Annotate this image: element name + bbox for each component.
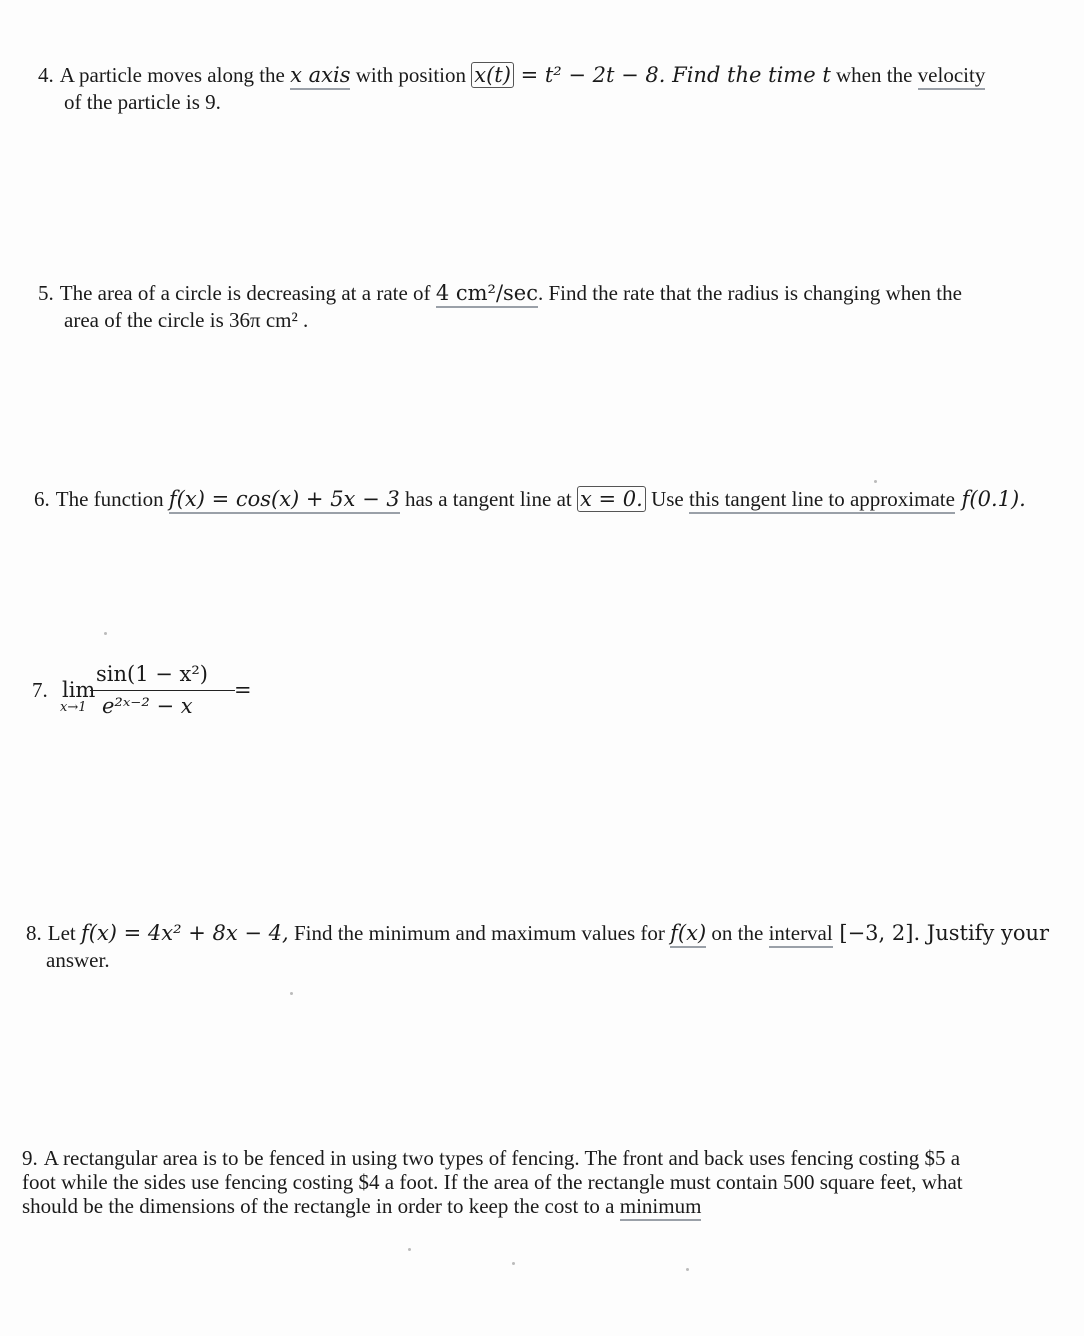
problem-7 <box>32 660 252 736</box>
problem-5-decreasing: decreasing <box>246 281 337 305</box>
problem-5-text-c: . Find the rate that the radius is changing when the <box>537 281 962 305</box>
limit-subscript: x→1 <box>60 700 87 715</box>
problem-6-function: f(x) = cos(x) + 5x − 3 <box>169 487 400 514</box>
problem-8 <box>26 920 1066 974</box>
limit-denominator: e²ˣ⁻² − x <box>102 694 193 718</box>
problem-7-number: 7. <box>32 678 48 702</box>
scan-speck <box>408 1248 411 1251</box>
problem-8-line-2: answer. <box>46 948 110 972</box>
problem-6-text-d: f(0.1). <box>954 487 1026 511</box>
problem-5-text-a: The area of a circle is <box>59 281 247 305</box>
limit-numerator: sin(1 − x²) <box>96 662 208 686</box>
limit-word: lim <box>62 678 96 702</box>
problem-9-line-1: A rectangular area is to be fenced in using two types of fencing. The front and back uses fencing costing $5 a <box>43 1146 961 1170</box>
problem-6 <box>34 486 1074 513</box>
problem-5-rate: 4 cm²/sec <box>436 281 538 308</box>
problem-6-text-a: The function <box>55 487 169 511</box>
scan-speck <box>512 1262 515 1265</box>
problem-5-text-b: at a rate of <box>336 281 436 305</box>
problem-8-fx: f(x) <box>670 921 706 948</box>
problem-4 <box>38 62 1038 116</box>
limit-equals: = <box>234 678 252 702</box>
problem-9-line-3: should be the dimensions of the rectangle in order to keep the cost to a <box>22 1194 620 1218</box>
problem-4-line-2: of the particle is 9. <box>64 90 221 114</box>
problem-4-position-function: x(t) <box>471 62 514 88</box>
problem-4-text-b: with position <box>350 63 472 87</box>
problem-6-point: x = 0. <box>577 486 646 512</box>
problem-6-text-b: has a tangent line at <box>399 487 577 511</box>
problem-4-velocity: velocity <box>918 63 986 90</box>
problem-9-minimum: minimum <box>620 1194 702 1221</box>
scan-speck <box>686 1268 689 1271</box>
problem-9-line-2: foot while the sides use fencing costing $4 a foot. If the area of the rectangle must contain 500 square feet, what <box>22 1170 963 1194</box>
problem-5 <box>38 280 1048 334</box>
problem-8-text-d: [−3, 2]. Justify your <box>832 921 1050 945</box>
fraction-bar <box>90 690 235 691</box>
problem-5-line-2: area of the circle is 36π cm² . <box>64 308 309 332</box>
problem-6-number: 6. <box>34 487 50 511</box>
problem-4-t-variable: t <box>822 63 831 87</box>
problem-8-interval: interval <box>769 921 833 948</box>
problem-6-text-c: Use <box>645 487 689 511</box>
problem-6-this-tangent: this tangent line to approximate <box>689 487 955 514</box>
scan-speck <box>874 480 877 483</box>
problem-5-number: 5. <box>38 281 54 305</box>
problem-8-function: f(x) = 4x² + 8x − 4, <box>80 921 289 945</box>
problem-4-number: 4. <box>38 63 54 87</box>
problem-9-number: 9. <box>22 1146 38 1170</box>
limit-expression <box>32 660 252 730</box>
problem-9 <box>22 1146 1072 1218</box>
problem-4-expression: = t² − 2t − 8. Find the time <box>513 63 823 87</box>
problem-8-text-c: on the <box>706 921 769 945</box>
problem-8-text-a: Let <box>47 921 81 945</box>
scan-speck <box>290 992 293 995</box>
problem-4-text-c: when the <box>830 63 918 87</box>
problem-4-text-a: A particle moves along the <box>59 63 291 87</box>
problem-4-x-axis: x axis <box>290 63 350 90</box>
scan-speck <box>104 632 107 635</box>
problem-8-text-b: Find the minimum and maximum values for <box>288 921 671 945</box>
problem-8-number: 8. <box>26 921 42 945</box>
